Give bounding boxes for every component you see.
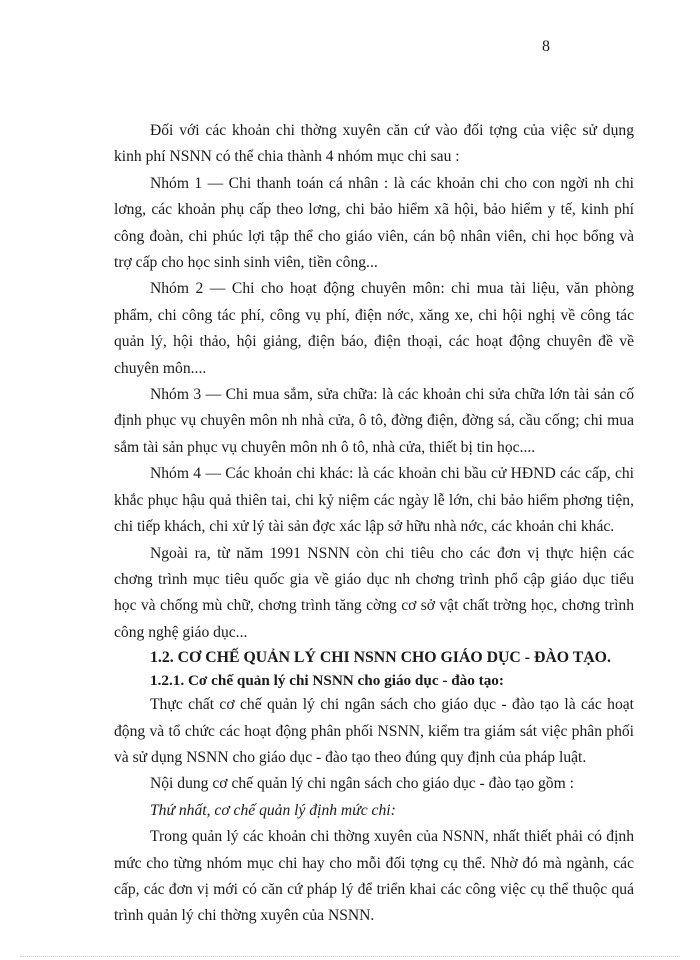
paragraph: Nhóm 3 — Chi mua sắm, sửa chữa: là các khoản chi sửa chữa lớn tài sản cố định phục vụ chuyên môn nh nhà cửa, ô tô, đờng điện, đờng sá, cầu cống; chi mua sắm tài sản phục vụ chuyên môn nh ô tô, nhà cửa, thiết bị tin học.... <box>114 386 634 456</box>
section-heading: 1.2. CƠ CHẾ QUẢN LÝ CHI NSNN CHO GIÁO DỤC - ĐÀO TẠO. <box>150 649 611 667</box>
paragraph: Trong quản lý các khoản chi thờng xuyên của NSNN, nhất thiết phải có định mức cho từng nhóm mục chi hay cho mỗi đối tợng cụ thể. Nhờ đó mà ngành, các cấp, các đơn vị mới có căn cứ pháp lý để triển khai các công việc cụ thể thuộc quá trình quản lý chi thờng xuyên của NSNN. <box>114 828 634 925</box>
paragraph: Nhóm 2 — Chi cho hoạt động chuyên môn: chi mua tài liệu, văn phòng phẩm, chi công tác phí, công vụ phí, điện nớc, xăng xe, chi hội nghị về công tác quản lý, hội thảo, hội giảng, điện báo, điện thoại, các hoạt động chuyên đề về chuyên môn.... <box>114 280 634 377</box>
paragraph: Đối với các khoản chi thờng xuyên căn cứ vào đối tợng của việc sử dụng kinh phí NSNN có thể chia thành 4 nhóm mục chi sau : <box>114 122 634 166</box>
paragraph: Nội dung cơ chế quản lý chi ngân sách cho giáo dục - đào tạo gồm : <box>150 775 574 793</box>
paragraph: Nhóm 4 — Các khoản chi khác: là các khoản chi bầu cử HĐND các cấp, chi khắc phục hậu quả thiên tai, chi kỷ niệm các ngày lễ lớn, chi bảo hiểm phơng tiện, chi tiếp khách, chi xử lý tài sản đợc xác lập sở hữu nhà nớc, các khoản chi khác. <box>114 465 634 536</box>
paragraph: Thực chất cơ chế quản lý chi ngân sách cho giáo dục - đào tạo là các hoạt động và tổ chức các hoạt động phân phối NSNN, kiểm tra giám sát việc phân phối và sử dụng NSNN cho giáo dục - đào tạo theo đúng quy định của pháp luật. <box>114 696 634 766</box>
page-number: 8 <box>542 38 550 55</box>
paragraph: Nhóm 1 — Chi thanh toán cá nhân : là các khoản chi cho con ngời nh chi lơng, các khoản phụ cấp theo lơng, chi bảo hiểm xã hội, bảo hiểm y tế, kinh phí công đoàn, chi phúc lợi tập thể cho giáo viên, cán bộ nhân viên, chi học bổng và trợ cấp cho học sinh sinh viên, tiền công... <box>114 174 634 272</box>
italic-heading: Thứ nhất, cơ chế quản lý định mức chi: <box>150 801 396 819</box>
subsection-heading: 1.2.1. Cơ chế quản lý chi NSNN cho giáo dục - đào tạo: <box>150 672 504 690</box>
document-body <box>114 118 634 930</box>
page-bottom-divider <box>20 956 680 957</box>
paragraph: Ngoài ra, từ năm 1991 NSNN còn chi tiêu cho các đơn vị thực hiện các chơng trình mục tiêu quốc gia về giáo dục nh chơng trình phổ cập giáo dục tiểu học và chống mù chữ, chơng trình tăng cờng cơ sở vật chất trờng học, chơng trình công nghệ giáo dục... <box>114 544 634 641</box>
